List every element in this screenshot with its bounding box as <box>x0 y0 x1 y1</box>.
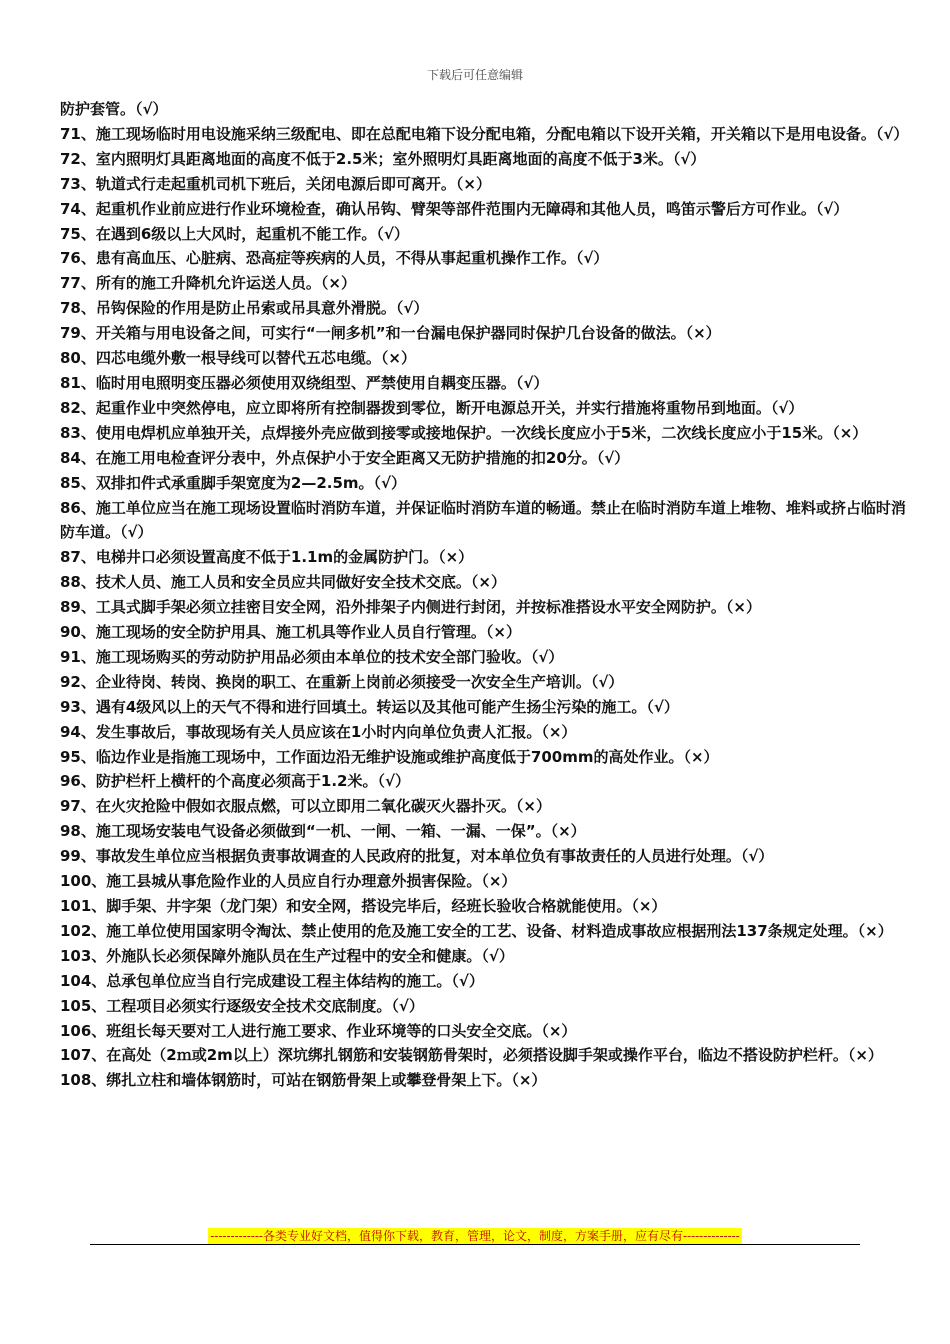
list-item: 103、外施队长必须保障外施队员在生产过程中的安全和健康。（√） <box>60 946 514 965</box>
list-item: 105、工程项目必须实行逐级安全技术交底制度。（√） <box>60 996 424 1015</box>
list-item: 72、室内照明灯具距离地面的高度不低于2.5米；室外照明灯具距离地面的高度不低于3米。（√） <box>60 149 706 168</box>
list-item: 100、施工县城从事危险作业的人员应自行办理意外损害保险。（×） <box>60 872 517 891</box>
footer-banner-text: -------------各类专业好文档，值得你下载，教育，管理，论文，制度，方案手册，应有尽有-------------- <box>210 1229 740 1243</box>
footer-banner <box>0 1225 950 1244</box>
list-item: 95、临边作业是指施工现场中，工作面边沿无维护设施或维护高度低于700mm的高处作业。（×） <box>60 747 719 766</box>
list-item: 85、双排扣件式承重脚手架宽度为2—2.5m。（√） <box>60 473 407 492</box>
list-item: 88、技术人员、施工人员和安全员应共同做好安全技术交底。（×） <box>60 573 506 592</box>
list-item: 97、在火灾抢险中假如衣服点燃，可以立即用二氧化碳灭火器扑灭。（×） <box>60 797 551 816</box>
list-item: 87、电梯井口必须设置高度不低于1.1m的金属防护门。（×） <box>60 548 474 567</box>
list-item: 80、四芯电缆外敷一根导线可以替代五芯电缆。（×） <box>60 349 416 368</box>
list-item: 90、施工现场的安全防护用具、施工机具等作业人员自行管理。（×） <box>60 623 521 642</box>
list-item: 101、脚手架、井字架（龙门架）和安全网，搭设完毕后，经班长验收合格就能使用。（×） <box>60 897 667 915</box>
list-item: 73、轨道式行走起重机司机下班后，关闭电源后即可离开。（×） <box>60 174 491 193</box>
list-item: 96、防护栏杆上横杆的个高度必须高于1.2米。（√） <box>60 772 410 791</box>
page-header: 下载后可任意编辑 <box>426 68 523 82</box>
list-item: 75、在遇到6级以上大风时，起重机不能工作。（√） <box>60 224 409 243</box>
list-item: 71、施工现场临时用电设施采纳三级配电、即在总配电箱下设分配电箱，分配电箱以下设开关箱，开关箱以下是用电设备。（√） <box>60 124 909 143</box>
list-item: 98、施工现场安装电气设备必须做到“一机、一闸、一箱、一漏、一保”。（×） <box>60 822 586 841</box>
list-item: 92、企业待岗、转岗、换岗的职工、在重新上岗前必须接受一次安全生产培训。（√） <box>60 672 624 691</box>
list-item: 86、施工单位应当在施工现场设置临时消防车道，并保证临时消防车道的畅通。禁止在临时消防车道上堆物、堆料或挤占临时消防车道。（√） <box>60 498 906 542</box>
list-item: 防护套管。（√） <box>60 100 168 118</box>
footer-divider <box>90 1244 860 1245</box>
list-item: 104、总承包单位应当自行完成建设工程主体结构的施工。（√） <box>60 971 484 990</box>
list-item: 99、事故发生单位应当根据负责事故调查的人民政府的批复，对本单位负有事故责任的人员进行处理。（√） <box>60 847 774 866</box>
list-item: 79、开关箱与用电设备之间，可实行“一闸多机”和一台漏电保护器同时保护几台设备的做法。（×） <box>60 324 721 343</box>
list-item: 102、施工单位使用国家明令淘汰、禁止使用的危及施工安全的工艺、设备、材料造成事故应根据刑法137条规定处理。（×） <box>60 921 893 940</box>
list-item: 83、使用电焊机应单独开关，点焊接外壳应做到接零或接地保护。一次线长度应小于5米，二次线长度应小于15米。（×） <box>60 423 868 442</box>
list-item: 81、临时用电照明变压器必须使用双绕组型、严禁使用自耦变压器。（√） <box>60 373 549 392</box>
list-item: 108、绑扎立柱和墙体钢筋时，可站在钢筋骨架上或攀登骨架上下。（×） <box>60 1071 547 1090</box>
list-item: 93、遇有4级风以上的天气不得和进行回填土。转运以及其他可能产生扬尘污染的施工。（√） <box>60 697 679 716</box>
list-item: 107、在高处（2ｍ或2m以上）深坑绑扎钢筋和安装钢筋骨架时，必须搭设脚手架或操作平台，临边不搭设防护栏杆。（×） <box>60 1046 883 1065</box>
list-item: 78、吊钩保险的作用是防止吊索或吊具意外滑脱。（√） <box>60 299 429 318</box>
list-item: 94、发生事故后，事故现场有关人员应该在1小时内向单位负责人汇报。（×） <box>60 722 577 741</box>
document-body <box>60 97 908 1093</box>
list-item: 84、在施工用电检查评分表中，外点保护小于安全距离又无防护措施的扣20分。（√） <box>60 448 630 467</box>
list-item: 91、施工现场购买的劳动防护用品必须由本单位的技术安全部门验收。（√） <box>60 647 564 666</box>
list-item: 77、所有的施工升降机允许运送人员。（×） <box>60 274 356 293</box>
list-item: 74、起重机作业前应进行作业环境检查，确认吊钩、臂架等部件范围内无障碍和其他人员，鸣笛示警后方可作业。（√） <box>60 199 849 218</box>
list-item: 82、起重作业中突然停电，应立即将所有控制器拨到零位，断开电源总开关，并实行措施将重物吊到地面。（√） <box>60 398 804 417</box>
list-item: 89、工具式脚手架必须立挂密目安全网，沿外排架子内侧进行封闭，并按标准搭设水平安全网防护。（×） <box>60 598 761 617</box>
list-item: 76、患有高血压、心脏病、恐高症等疾病的人员，不得从事起重机操作工作。（√） <box>60 249 609 268</box>
list-item: 106、班组长每天要对工人进行施工要求、作业环境等的口头安全交底。（×） <box>60 1021 577 1040</box>
